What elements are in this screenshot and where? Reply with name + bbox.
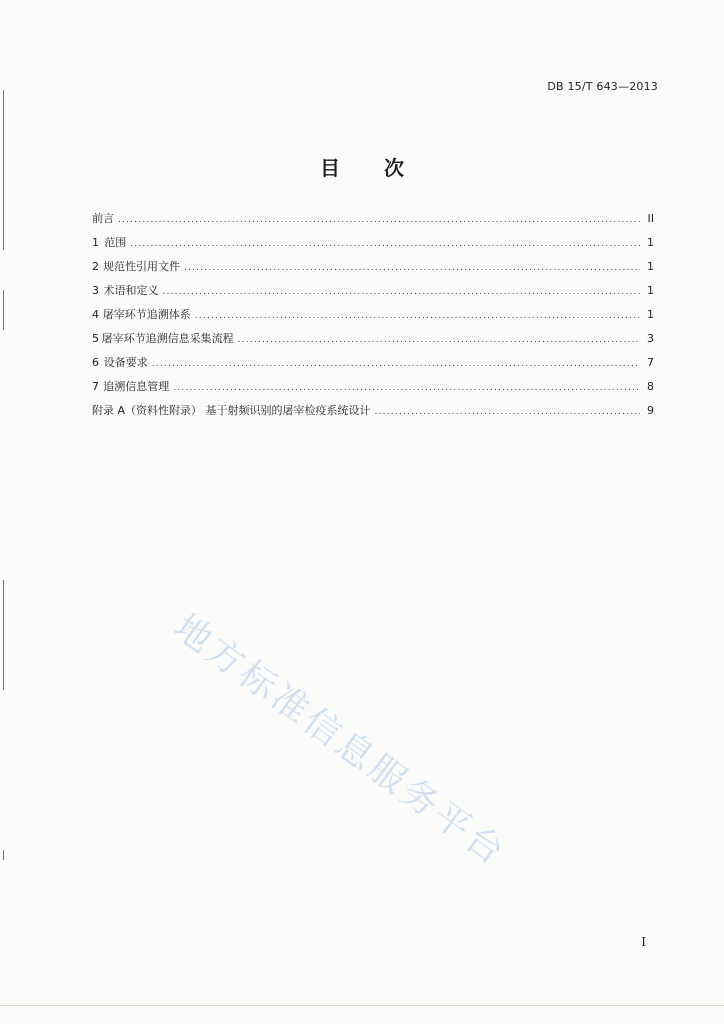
toc-leader-dots — [184, 259, 640, 277]
toc-entry-number: 5 — [92, 332, 99, 345]
scan-edge-mark — [3, 850, 4, 860]
toc-leader-dots — [173, 379, 640, 397]
page-number: I — [641, 935, 646, 949]
toc-leader-dots — [162, 283, 640, 301]
toc-entry-page: 1 — [647, 308, 654, 321]
watermark: 地方标准信息服务平台 — [166, 606, 514, 875]
toc-entry[interactable] — [92, 402, 654, 426]
standard-code: DB 15/T 643—2013 — [547, 80, 658, 93]
toc-entry[interactable] — [92, 330, 654, 354]
toc-entry-page: 9 — [647, 404, 654, 417]
toc-entry-page: II — [647, 212, 654, 225]
toc-entry-title: 设备要求 — [103, 356, 148, 369]
toc-leader-dots — [152, 355, 640, 373]
toc-leader-dots — [375, 403, 640, 421]
toc-entry[interactable] — [92, 258, 654, 282]
toc-entry[interactable] — [92, 282, 654, 306]
toc-entry-number: 7 — [92, 380, 99, 393]
toc-leader-dots — [195, 307, 640, 325]
toc-leader-dots — [118, 211, 640, 229]
page-title — [0, 152, 724, 181]
toc-entry-number: 6 — [92, 356, 99, 369]
toc-entry[interactable] — [92, 234, 654, 258]
toc-entry-title: 规范性引用文件 — [102, 260, 180, 273]
title-char: 次 — [384, 156, 404, 180]
toc-entry-number: 2 — [92, 260, 99, 273]
toc-entry-title: 范围 — [104, 236, 127, 249]
toc-entry[interactable] — [92, 306, 654, 330]
toc-entry-title: 屠宰环节追溯信息采集流程 — [101, 332, 234, 345]
page-bottom-edge — [0, 1005, 724, 1006]
toc-entry-title: 屠宰环节追溯体系 — [102, 308, 191, 321]
toc-entry-page: 1 — [647, 284, 654, 297]
toc-leader-dots — [238, 331, 640, 349]
toc-entry-title: 追溯信息管理 — [103, 380, 170, 393]
toc-entry[interactable] — [92, 210, 654, 234]
toc-entry-number: 1 — [92, 236, 99, 249]
toc-entry-page: 7 — [647, 356, 654, 369]
toc-entry-page: 3 — [647, 332, 654, 345]
scan-edge-mark — [3, 580, 4, 690]
toc-entry-page: 8 — [647, 380, 654, 393]
toc-entry-number: 3 — [92, 284, 99, 297]
toc-entry-page: 1 — [647, 260, 654, 273]
toc-entry-title: 附录 A（资料性附录） 基于射频识别的屠宰检疫系统设计 — [92, 404, 371, 417]
toc-entry-title: 前言 — [92, 212, 114, 225]
toc-entry[interactable] — [92, 378, 654, 402]
toc-entry-title: 术语和定义 — [103, 284, 159, 297]
toc-entry-page: 1 — [647, 236, 654, 249]
toc-entry[interactable] — [92, 354, 654, 378]
table-of-contents — [92, 210, 654, 426]
scan-edge-mark — [3, 290, 4, 330]
toc-entry-number: 4 — [92, 308, 99, 321]
toc-leader-dots — [130, 235, 640, 253]
title-char: 目 — [320, 156, 340, 180]
